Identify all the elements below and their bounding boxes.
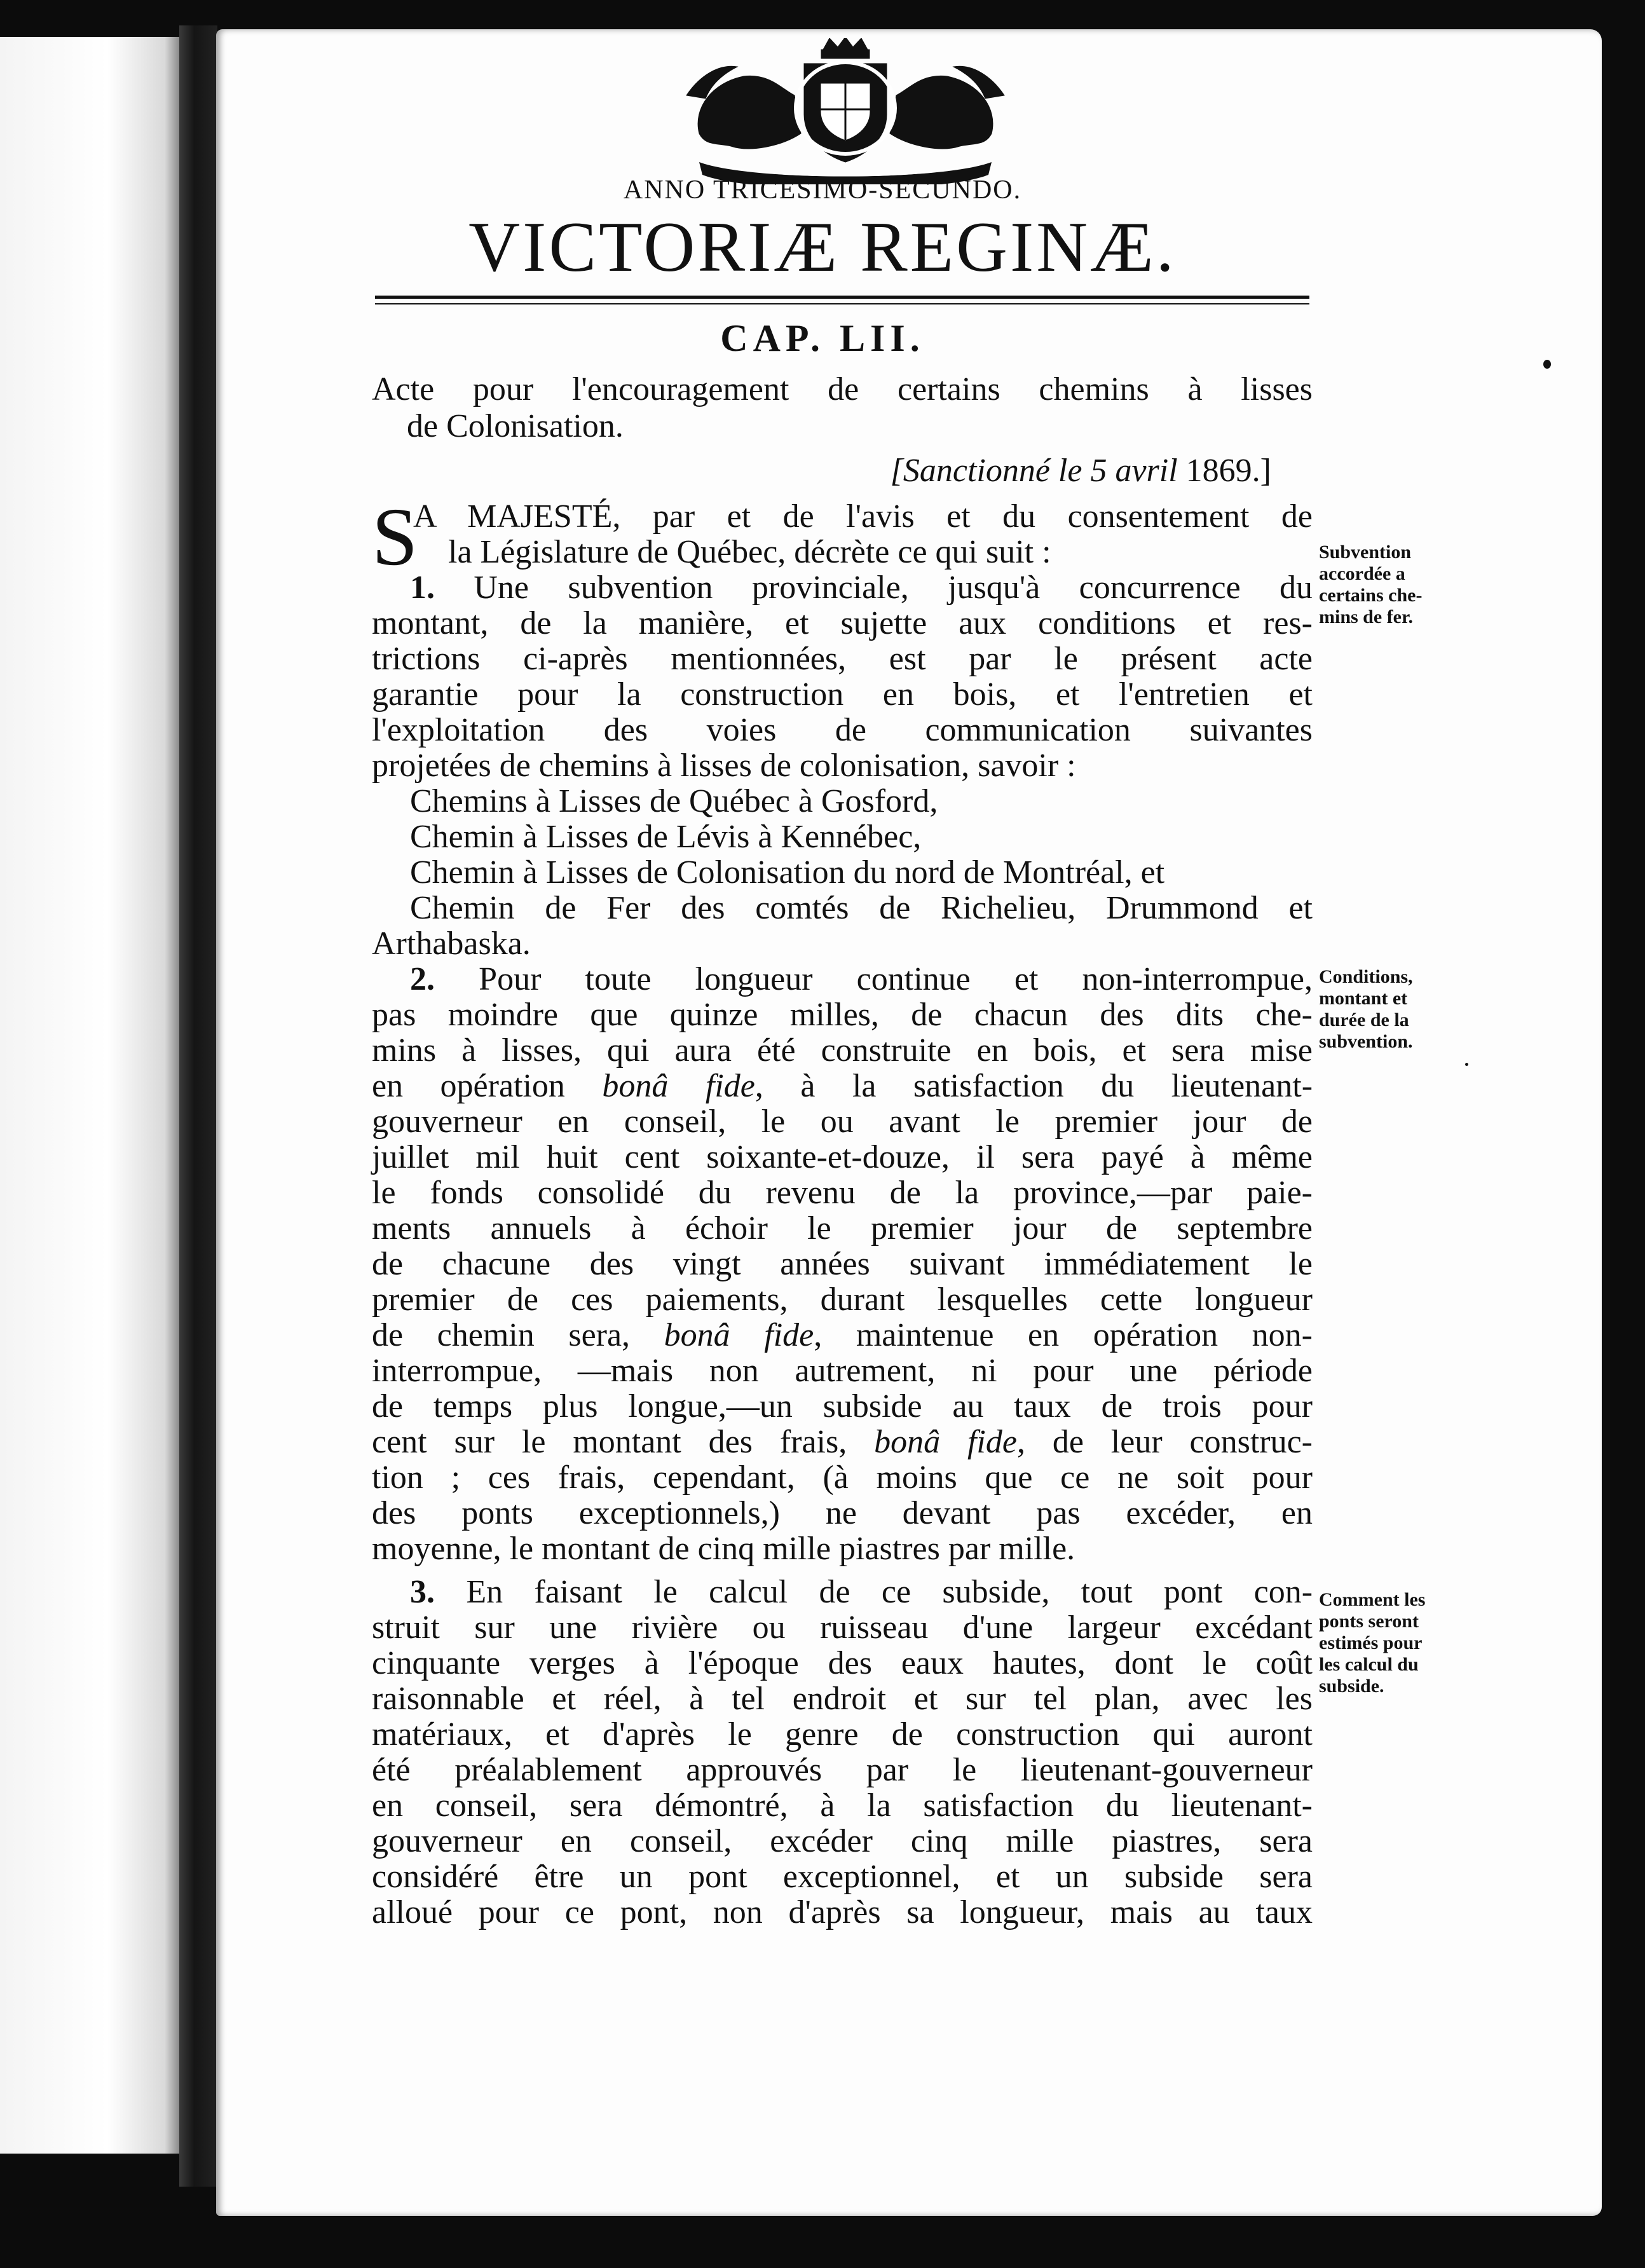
section-1-first-line [410,570,1313,606]
section-number: 3. [410,1574,435,1610]
section-line: cinquante verges à l'époque des eaux hautes, dont le coût [372,1645,1313,1681]
section-line: raisonnable et réel, à tel endroit et sur tel plan, avec les [372,1681,1313,1717]
section-text: cent sur le montant des frais, [372,1424,847,1460]
section-2-first-line [410,962,1313,997]
section-line: de chacune des vingt années suivant immédiatement le [372,1246,1313,1282]
section-line: matériaux, et d'après le genre de construction qui auront [372,1716,1313,1752]
margin-note-line: estimés pour [1319,1632,1423,1653]
scan-speck [1543,360,1551,369]
section-number: 1. [410,570,435,606]
margin-note-line: les calcul du [1319,1654,1419,1675]
scan-speck [1465,1063,1468,1066]
assent-date [699,453,1271,489]
margin-note-line: subside. [1319,1676,1384,1697]
section-line: de temps plus longue,—un subside au taux de trois pour [372,1388,1313,1424]
section-line [372,1069,1313,1104]
section-line: alloué pour ce pont, non d'après sa longueur, mais au taux [372,1894,1313,1930]
margin-note-line: certains che- [1319,585,1423,606]
section-line: considéré être un pont exceptionnel, et un subside sera [372,1859,1313,1895]
section-text: , maintenue en opération non- [814,1317,1313,1353]
margin-note-line: subvention. [1319,1031,1413,1052]
section-text: Pour toute longueur continue et non-interrompue, [479,961,1313,997]
anno-heading: ANNO TRICESIMO-SECUNDO. [623,175,1022,205]
margin-note-conditions [1319,966,1465,1053]
railway-list-item: Chemins à Lisses de Québec à Gosford, [410,783,938,819]
section-line: tion ; ces frais, cependant, (à moins que ce ne soit pour [372,1459,1313,1496]
royal-coat-of-arms-icon [674,38,1017,184]
margin-note-bridges [1319,1589,1465,1697]
section-line: ments annuels à échoir le premier jour de septembre [372,1210,1313,1247]
railway-list-item: Chemin de Fer des comtés de Richelieu, Drummond et [410,890,1313,926]
section-line: moyenne, le montant de cinq mille piastres par mille. [372,1531,1075,1567]
section-line: premier de ces paiements, durant lesquelles cette longueur [372,1281,1313,1318]
section-3-first-line [410,1575,1313,1610]
assent-date-year: 1869.] [1185,453,1271,489]
section-line: garantie pour la construction en bois, et l'entretien et [372,676,1313,713]
margin-note-line: montant et [1319,988,1408,1009]
margin-note-line: mins de fer. [1319,606,1414,627]
margin-note-line: ponts seront [1319,1611,1419,1632]
section-text: En faisant le calcul de ce subside, tout pont con- [466,1574,1313,1610]
margin-note-subvention [1319,542,1465,628]
section-text: de chemin sera, [372,1317,631,1353]
section-line: en conseil, sera démontré, à la satisfaction du lieutenant- [372,1787,1313,1824]
latin-phrase: bonâ fide [874,1424,1017,1460]
margin-note-line: Comment les [1319,1589,1426,1610]
double-rule-thin [375,303,1309,304]
section-line: le fonds consolidé du revenu de la province,—par paie- [372,1175,1313,1211]
section-line: été préalablement approuvés par le lieutenant-gouverneur [372,1752,1313,1788]
section-line: gouverneur en conseil, excéder cinq mille piastres, sera [372,1823,1313,1859]
latin-phrase: bonâ fide [602,1068,755,1104]
section-line: interrompue, —mais non autrement, ni pour une période [372,1353,1313,1389]
section-line: pas moindre que quinze milles, de chacun des dits che- [372,997,1313,1033]
section-line: trictions ci-après mentionnées, est par le présent acte [372,641,1313,677]
margin-note-line: Subvention [1319,542,1412,563]
margin-note-line: accordée a [1319,563,1405,584]
section-text: , à la satisfaction du lieutenant- [754,1068,1313,1104]
section-line: des ponts exceptionnels,) ne devant pas excéder, en [372,1495,1313,1531]
preamble-line: la Législature de Québec, décrète ce qui suit : [448,534,1051,570]
act-title-line: Acte pour l'encouragement de certains chemins à lisses [372,371,1313,407]
section-line: montant, de la manière, et sujette aux conditions et res- [372,605,1313,641]
section-text: en opération [372,1068,565,1104]
section-line: mins à lisses, qui aura été construite en bois, et sera mise [372,1032,1313,1069]
act-title-line: de Colonisation. [407,408,624,444]
chapter-heading: CAP. LII. [720,317,925,359]
section-line: Arthabaska. [372,926,531,962]
railway-list-item: Chemin à Lisses de Colonisation du nord de Montréal, et [410,854,1165,891]
railway-list-item: Chemin à Lisses de Lévis à Kennébec, [410,819,922,855]
section-line: juillet mil huit cent soixante-et-douze, il sera payé à même [372,1139,1313,1175]
section-line [372,1424,1313,1460]
section-line: projetées de chemins à lisses de colonisation, savoir : [372,748,1076,784]
preamble-line: A MAJESTÉ, par et de l'avis et du consentement de [413,498,1313,535]
section-number: 2. [410,961,435,997]
double-rule-thick [375,296,1309,299]
section-line: struit sur une rivière ou ruisseau d'une largeur excédant [372,1609,1313,1646]
section-line [372,1318,1313,1353]
drop-cap: S [372,491,418,583]
margin-note-line: Conditions, [1319,966,1413,987]
latin-phrase: bonâ fide [664,1317,814,1353]
section-text: , de leur construc- [1016,1424,1313,1460]
section-line: l'exploitation des voies de communication suivantes [372,712,1313,748]
assent-date-italic: [Sanctionné le 5 avril [890,453,1178,489]
section-line: gouverneur en conseil, le ou avant le premier jour de [372,1103,1313,1140]
section-text: Une subvention provinciale, jusqu'à concurrence du [474,570,1313,606]
margin-note-line: durée de la [1319,1009,1409,1030]
reign-title: VICTORIÆ REGINÆ. [468,208,1177,287]
